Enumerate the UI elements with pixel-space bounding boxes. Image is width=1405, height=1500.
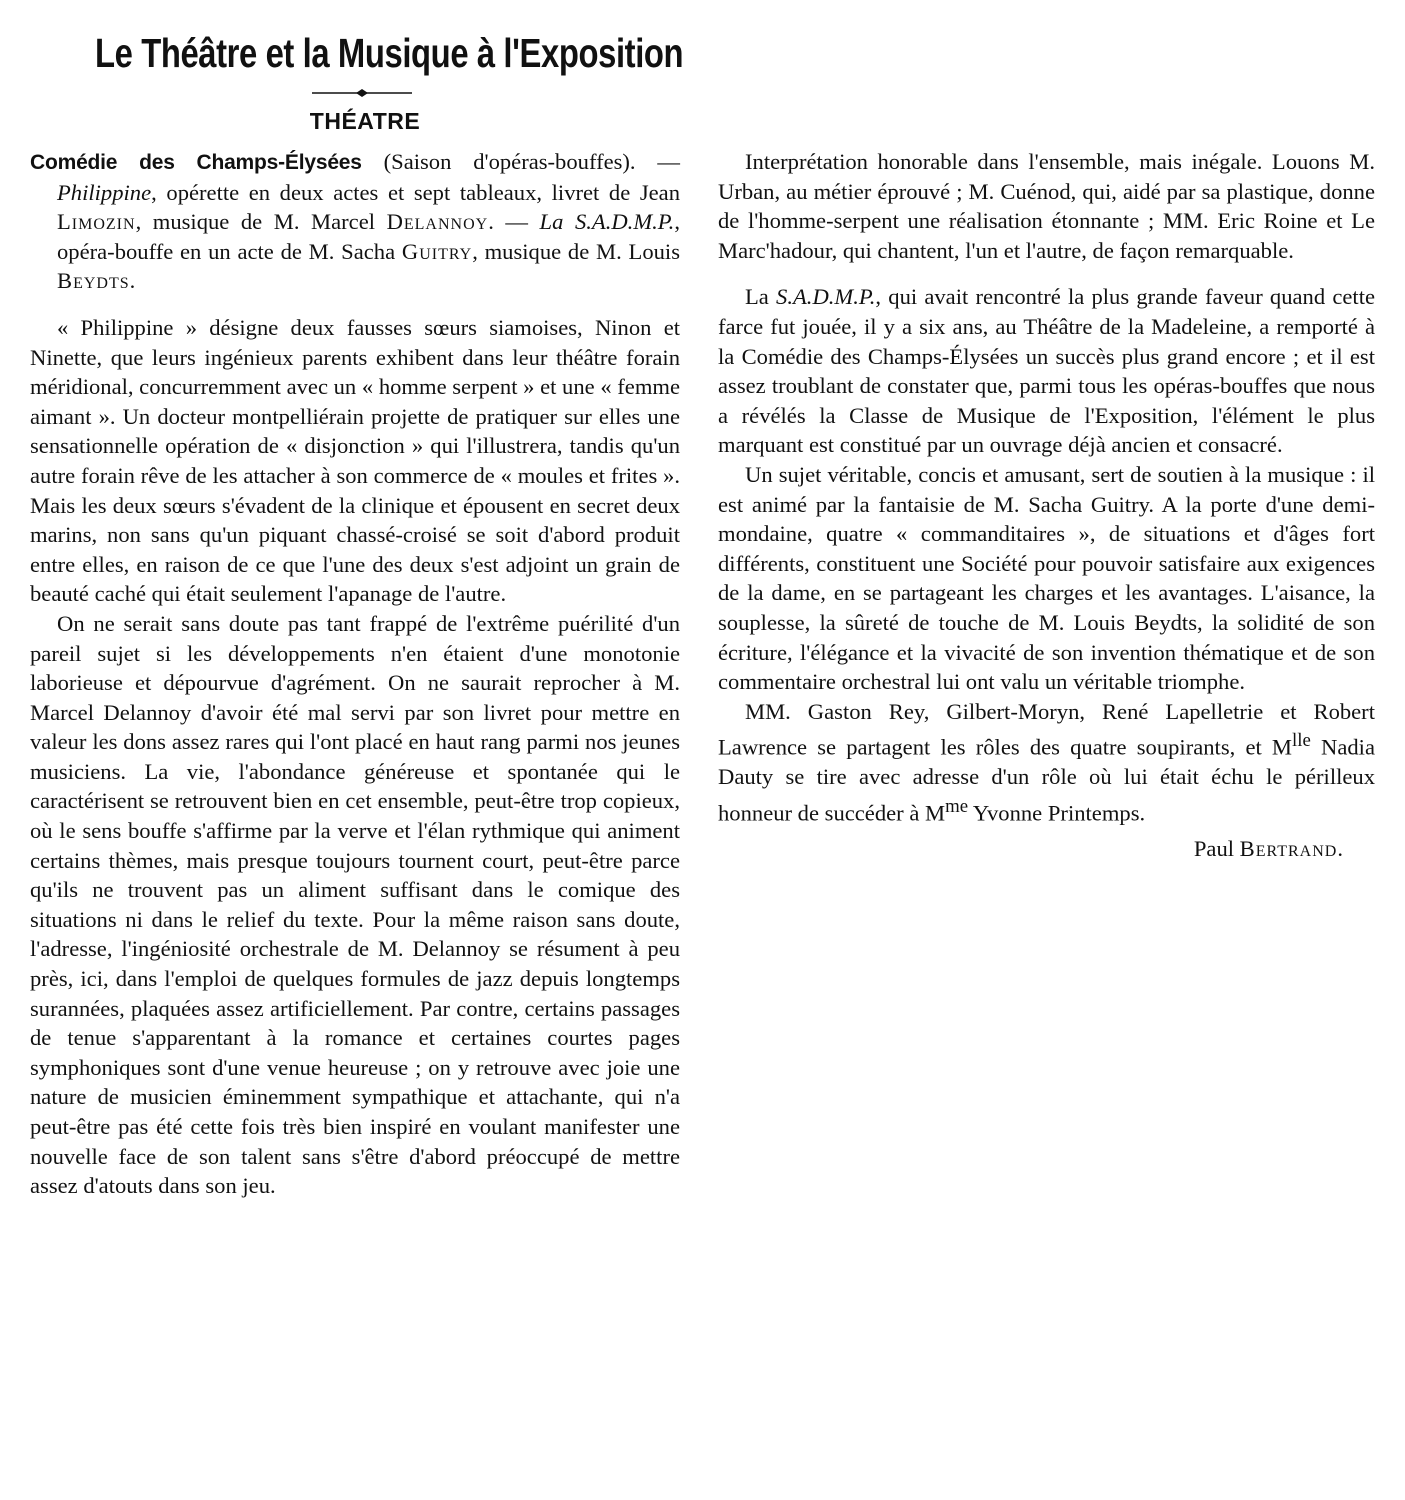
work-title-philippine: Philippine [57,179,152,205]
paragraph-critique: On ne serait sans doute pas tant frappé de l'extrême puérilité d'un pareil sujet si les développements n'en étaient d'une monotonie laborieuse et dépourvue d'agrément. On ne saurait reprocher à M. Marcel Delannoy d'avoir été mal servi par son livret pour mettre en valeur les dons assez rares qui l'ont placé en haut rang parmi nos jeunes musiciens. La vie, l'abondance généreuse et spontanée qui le caractérisent se retrouvent bien en cet ensemble, peut-être trop copieux, où le sens bouffe s'affirme par la verve et l'élan rythmique qui animent certains thèmes, mais presque toujours tournent court, peut-être parce qu'ils ne trouvent pas un aliment suffisant dans le comique des situations ni dans le relief du texte. Pour la même raison sans doute, l'adresse, l'ingéniosité orchestrale de M. Delannoy se résument à peu près, ici, dans l'emploi de quelques formules de jazz depuis longtemps surannées, plaquées assez artificiellement. Par contre, certains passages de tenue s'apparentant à la romance et certaines courtes pages symphoniques sont d'une venue heureuse ; on y retrouve avec joie une nature de musicien éminemment sympathique et attachante, qui n'a peut-être pas été cette fois très bien inspiré en voulant manifester une nouvelle face de son talent sans s'être d'abord préoccupé de mettre assez d'atouts dans son jeu. [30,610,680,1199]
venue-name: Comédie des Champs-Élysées [30,151,362,174]
paragraph-synopsis: « Philippine » désigne deux fausses sœurs siamoises, Ninon et Ninette, que leurs ingénieux parents exhibent dans leur théâtre forain méridional, concurremment avec un « homme serpent » et une « femme aimant ». Un docteur montpelliérain projette de pratiquer sur elles une sensationnelle opération de « disjonction » qui l'illustrera, tandis qu'un autre forain rêve de les attacher à son commerce de « moules et frites ». Mais les deux sœurs s'évadent de la clinique et épousent en secret deux marins, non sans qu'un piquant chassé-croisé se soit d'abord produit entre elles, en raison de ce que l'une des deux s'est adjoint un grain de beauté caché qui était seulement l'apanage de l'autre. [30,314,680,607]
left-column [30,147,680,1201]
paragraph-interpretation: Interprétation honorable dans l'ensemble, mais inégale. Louons M. Urban, au métier éprouvé ; M. Cuénod, qui, aidé par sa plastique, donne de l'homme-serpent une réalisation étonnante ; MM. Eric Roine et Le Marc'hadour, qui chantent, l'un et l'autre, de façon remarquable. [718,149,1375,263]
performance-heading: Comédie des Champs-Élysées (Saison d'opéras-bouffes). — Philippine, opérette en deux actes et sept tableaux, livret de Jean Limozin, musique de M. Marcel Delannoy. — La S.A.D.M.P., opéra-bouffe en un acte de M. Sacha Guitry, musique de M. Louis Beydts. [30,149,680,294]
article-title: Le Théâtre et la Musique à l'Exposition [95,30,684,76]
author-signature: Paul Bertrand. [1193,836,1343,862]
section-heading: THÉATRE [309,108,421,134]
title-ornament [312,88,412,98]
paragraph-sadmp: La S.A.D.M.P., qui avait rencontré la plus grande faveur quand cette farce fut jouée, il y a six ans, au Théâtre de la Madeleine, a remporté à la Comédie des Champs-Élysées un succès plus grand encore ; et il est assez troublant de constater que, parmi tous les opéras-bouffes que nous a révélés la Classe de Musique de l'Exposition, l'élément le plus marquant est constitué par un ouvrage déjà ancien et consacré. [718,284,1375,458]
right-column [718,147,1375,864]
paragraph-cast: MM. Gaston Rey, Gilbert-Moryn, René Lapelletrie et Robert Lawrence se partagent les rôles des quatre soupirants, et $M^{lle}$ Nadia Dauty se tire avec adresse d'un rôle où lui était échu le périlleux honneur de succéder à $M^{me}$ Yvonne Printemps. [718,698,1375,826]
work-title-sadmp: La S.A.D.M.P. [539,209,675,235]
paragraph-subject: Un sujet véritable, concis et amusant, sert de soutien à la musique : il est animé par la fantaisie de M. Sacha Guitry. A la porte d'une demi-mondaine, quatre « commanditaires », de situations et d'âges fort différents, constituent une Société pour pouvoir satisfaire aux exigences de la dame, en se partageant les charges et les avantages. L'aisance, la souplesse, la sûreté de touche de M. Louis Beydts, la solidité de son écriture, l'élégance et la vivacité de son invention thématique et de son commentaire orchestral lui ont valu un véritable triomphe. [718,461,1375,695]
